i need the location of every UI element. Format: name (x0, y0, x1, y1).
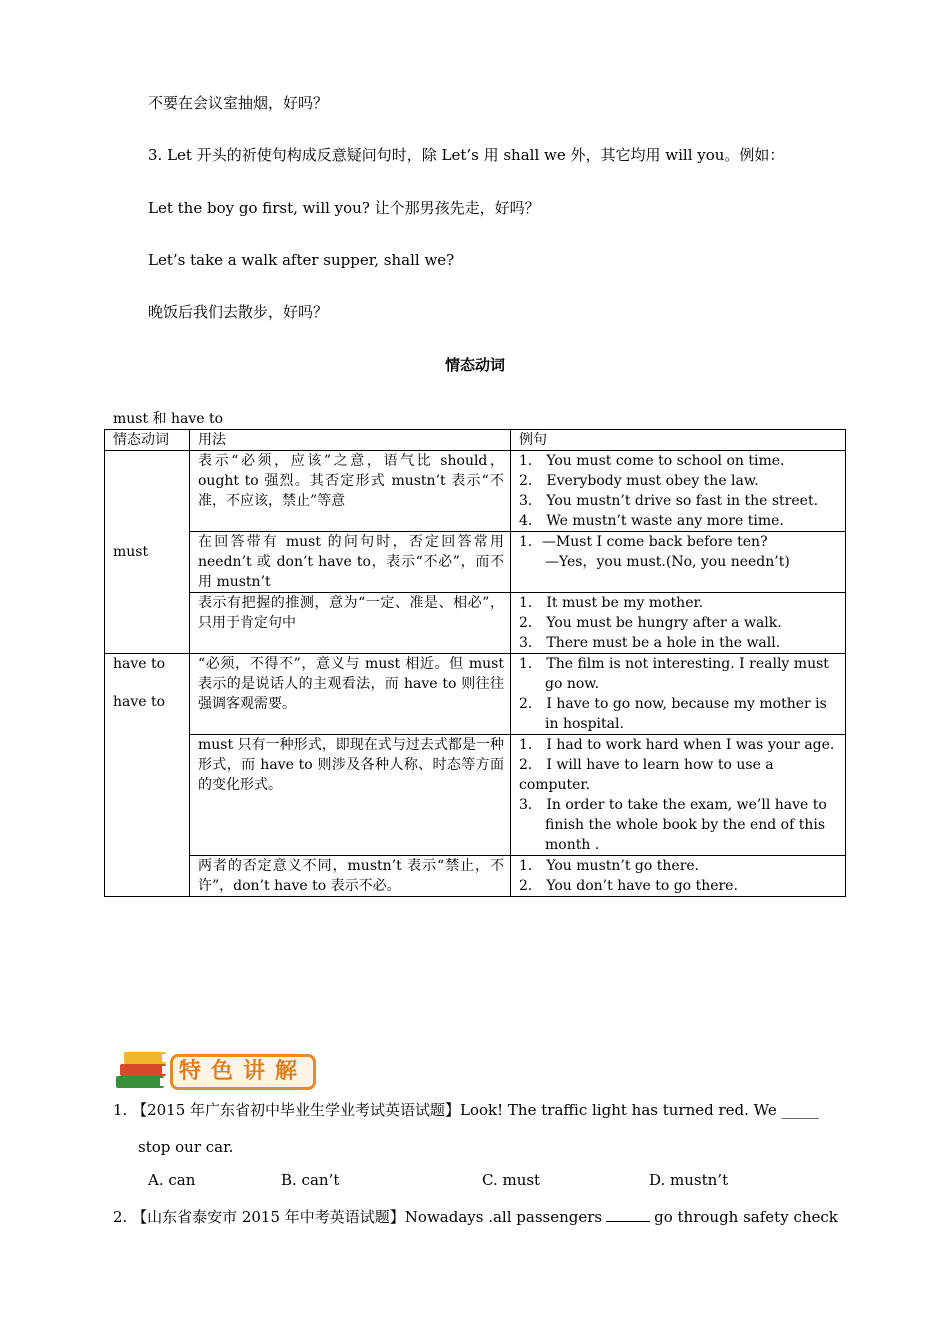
table-row (105, 735, 846, 856)
question-1: 1. 【2015 年广东省初中毕业生学业考试英语试题】Look! The traffic light has turned red. We _____ (113, 1101, 820, 1119)
example-line: 3． There must be a hole in the wall. (519, 635, 781, 651)
table-row (105, 654, 846, 735)
intro-line-4: Let’s take a walk after supper, shall we? (148, 251, 455, 269)
example-line: 1． The film is not interesting. I really must go now. (519, 656, 829, 692)
intro-line-2: 3. Let 开头的祈使句构成反意疑问句时，除 Let’s 用 shall we 外，其它均用 will you。例如： (148, 146, 785, 164)
example-cell (511, 735, 846, 856)
example-cell (511, 856, 846, 897)
example-line: 2． You must be hungry after a walk. (519, 615, 782, 631)
table-row (105, 451, 846, 532)
question-2-suffix: go through safety check (654, 1208, 838, 1226)
table-row (105, 593, 846, 654)
verb-have-to-label: have to (113, 694, 166, 710)
verb-have-to-label: have to (113, 656, 166, 672)
example-cell (511, 532, 846, 593)
example-line: 2． Everybody must obey the law. (519, 473, 759, 489)
example-line: 2． You don’t have to go there. (519, 878, 738, 894)
option-c: C. must (482, 1171, 541, 1189)
header-verb: 情态动词 (105, 430, 190, 451)
example-line: 1． I had to work hard when I was your age. (519, 737, 835, 753)
example-line: 3． In order to take the exam, we’ll have to finish the whole book by the end of this month . (519, 797, 827, 853)
usage-cell: 表示“必须，应该”之意，语气比 should， ought to 强烈。其否定形式 mustn’t 表示“不准，不应该，禁止”等意 (190, 451, 511, 532)
table-header-row (105, 430, 846, 451)
usage-cell: “必须，不得不”，意义与 must 相近。但 must 表示的是说话人的主观看法，而 have to 则往往强调客观需要。 (190, 654, 511, 735)
books-icon (112, 1046, 174, 1094)
intro-line-1: 不要在会议室抽烟，好吗？ (148, 94, 329, 112)
table-row (105, 532, 846, 593)
question-2 (113, 1207, 838, 1227)
example-line: 3． You mustn’t drive so fast in the street. (519, 493, 819, 509)
option-b: B. can’t (281, 1171, 340, 1189)
option-d: D. mustn’t (649, 1171, 729, 1189)
example-cell (511, 654, 846, 735)
usage-cell: 两者的否定意义不同，mustn’t 表示“禁止，不许”，don’t have to 表示不必。 (190, 856, 511, 897)
answer-blank (606, 1221, 650, 1222)
intro-line-5: 晚饭后我们去散步，好吗？ (148, 303, 329, 321)
example-cell (511, 451, 846, 532)
verb-have-to (105, 654, 190, 897)
question-2-prefix: 2. 【山东省泰安市 2015 年中考英语试题】Nowadays .all passengers (113, 1208, 603, 1226)
modal-verbs-table (104, 429, 846, 897)
example-line: 1． You mustn’t go there. (519, 858, 700, 874)
example-line: 1． It must be my mother. (519, 595, 704, 611)
header-example: 例句 (511, 430, 846, 451)
usage-cell: must 只有一种形式，即现在式与过去式都是一种形式，而 have to 则涉及各种人称、时态等方面的变化形式。 (190, 735, 511, 856)
example-line: 1．—Must I come back before ten? (519, 534, 768, 550)
section-title: 情态动词 (444, 356, 505, 374)
usage-cell: 表示有把握的推测，意为“一定、准是、相必”，只用于肯定句中 (190, 593, 511, 654)
example-cell (511, 593, 846, 654)
header-usage: 用法 (190, 430, 511, 451)
example-line: 2． I have to go now, because my mother is in hospital. (519, 696, 827, 732)
feature-badge (112, 1046, 312, 1094)
question-1-continued: stop our car. (138, 1138, 234, 1156)
table-row (105, 856, 846, 897)
example-line: —Yes，you must.(No, you needn’t) (545, 554, 790, 570)
verb-must: must (105, 451, 190, 654)
intro-line-3: Let the boy go first, will you? 让个那男孩先走，好吗？ (148, 199, 540, 217)
feature-badge-label: 特色讲解 (170, 1054, 316, 1090)
example-line: 2． I will have to learn how to use a computer. (519, 757, 774, 793)
usage-cell: 在回答带有 must 的问句时，否定回答常用 needn’t 或 don’t have to，表示“不必”，而不用 mustn’t (190, 532, 511, 593)
example-line: 4． We mustn’t waste any more time. (519, 513, 784, 529)
option-a: A. can (148, 1171, 196, 1189)
table-caption: must 和 have to (113, 411, 224, 427)
example-line: 1． You must come to school on time. (519, 453, 785, 469)
